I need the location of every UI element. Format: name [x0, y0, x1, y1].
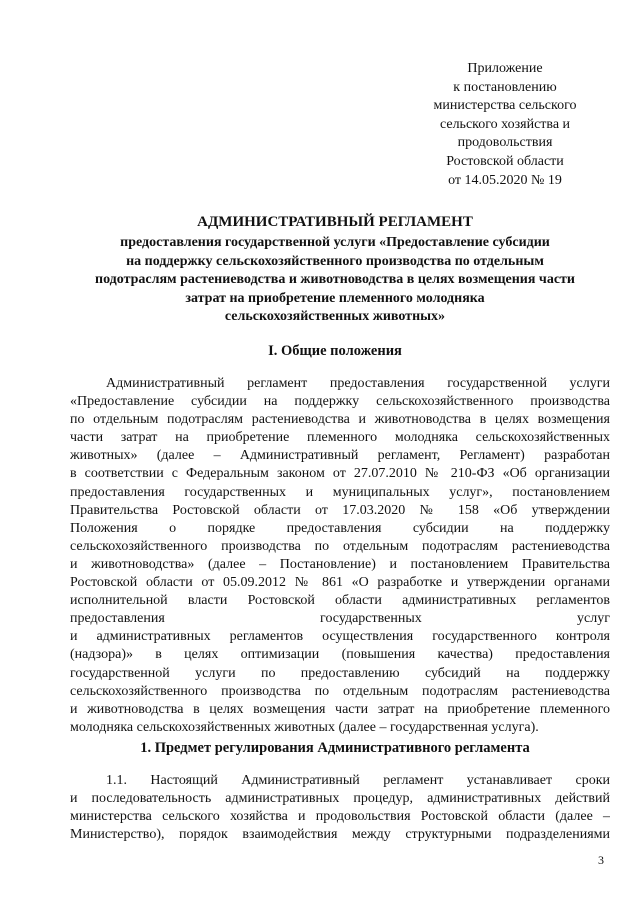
subtitle-line: на поддержку сельскохозяйственного производства по отдельным [126, 253, 544, 269]
paragraph-line: молодняка сельскохозяйственных животных (далее – государственная услуга). [70, 719, 539, 735]
subtitle-line: затрат на приобретение племенного молодняка [185, 290, 485, 306]
paragraph-line: сельскохозяйственного производства по отдельным подотраслям растениеводства [70, 538, 610, 554]
paragraph-line: части затрат на приобретение племенного молодняка сельскохозяйственных [70, 430, 610, 446]
paragraph-subject [70, 772, 610, 844]
appendix-block [400, 60, 610, 190]
paragraph-line: и последовательность административных процедур, административных действий [70, 791, 610, 807]
paragraph-line: (надзора)» в целях оптимизации (повышения качества) предоставления [70, 647, 610, 663]
section-heading-general: I. Общие положения [268, 343, 402, 359]
document-title [55, 213, 615, 326]
appendix-line: от 14.05.2020 № 19 [448, 172, 562, 188]
paragraph-line: Административный регламент предоставления государственной услуги [106, 376, 610, 391]
paragraph-line: и административных регламентов осуществления государственного контроля [70, 629, 610, 645]
subtitle-line: сельскохозяйственных животных» [224, 309, 446, 325]
paragraph-line: Правительства Ростовской области от 17.03.2020 № 158 «Об утверждении [70, 502, 610, 518]
main-title: АДМИНИСТРАТИВНЫЙ РЕГЛАМЕНТ [197, 214, 473, 230]
appendix-line: Ростовской области [446, 153, 564, 169]
paragraph-line: предоставления государственных и муниципальных услуг», постановлением [70, 484, 610, 500]
paragraph-line: «Предоставление субсидии на поддержку сельскохозяйственного производства [70, 394, 610, 410]
subtitle-line: подотраслям растениеводства и животноводства в целях возмещения части [95, 272, 575, 288]
paragraph-line: в соответствии с Федеральным законом от 27.07.2010 № 210-ФЗ «Об организации [70, 466, 610, 482]
subtitle-line: предоставления государственной услуги «Предоставление субсидии [120, 235, 550, 251]
appendix-line: сельского хозяйства и [439, 116, 571, 132]
paragraph-line: министерства сельского хозяйства и продовольствия Ростовской области (далее – [70, 809, 610, 825]
paragraph-line: сельскохозяйственного производства по отдельным подотраслям растениеводства [70, 683, 610, 699]
paragraph-line: по отдельным подотраслям растениеводства и животноводства в целях возмещения [70, 412, 610, 428]
paragraph-line: Министерство), порядок взаимодействия между структурными подразделениями [70, 827, 610, 843]
appendix-line: продовольствия [457, 135, 553, 151]
paragraph-line: государственной услуги по предоставлению субсидий на поддержку [70, 665, 610, 681]
paragraph-line: Ростовской области от 05.09.2012 № 861 «О разработке и утверждении органами [70, 575, 610, 591]
paragraph-line: животных» (далее – Административный регламент, Регламент) разработан [70, 448, 610, 464]
paragraph-line: и животноводства в целях возмещения части затрат на приобретение племенного [70, 701, 610, 717]
page-number: 3 [598, 853, 604, 867]
appendix-line: Приложение [467, 61, 543, 76]
paragraph-line: 1.1. Настоящий Административный регламент устанавливает сроки [106, 773, 610, 788]
appendix-line: к постановлению [453, 79, 557, 95]
paragraph-line: предоставления государственных услуг [70, 611, 610, 627]
appendix-line: министерства сельского [433, 98, 577, 114]
paragraph-general [70, 375, 610, 737]
paragraph-line: Положения о порядке предоставления субсидии на поддержку [70, 520, 610, 536]
paragraph-line: исполнительной власти Ростовской области административных регламентов [70, 593, 610, 609]
section-heading-subject: 1. Предмет регулирования Административного регламента [140, 740, 530, 756]
paragraph-line: и животноводства» (далее – Постановление) и постановлением Правительства [70, 556, 610, 572]
